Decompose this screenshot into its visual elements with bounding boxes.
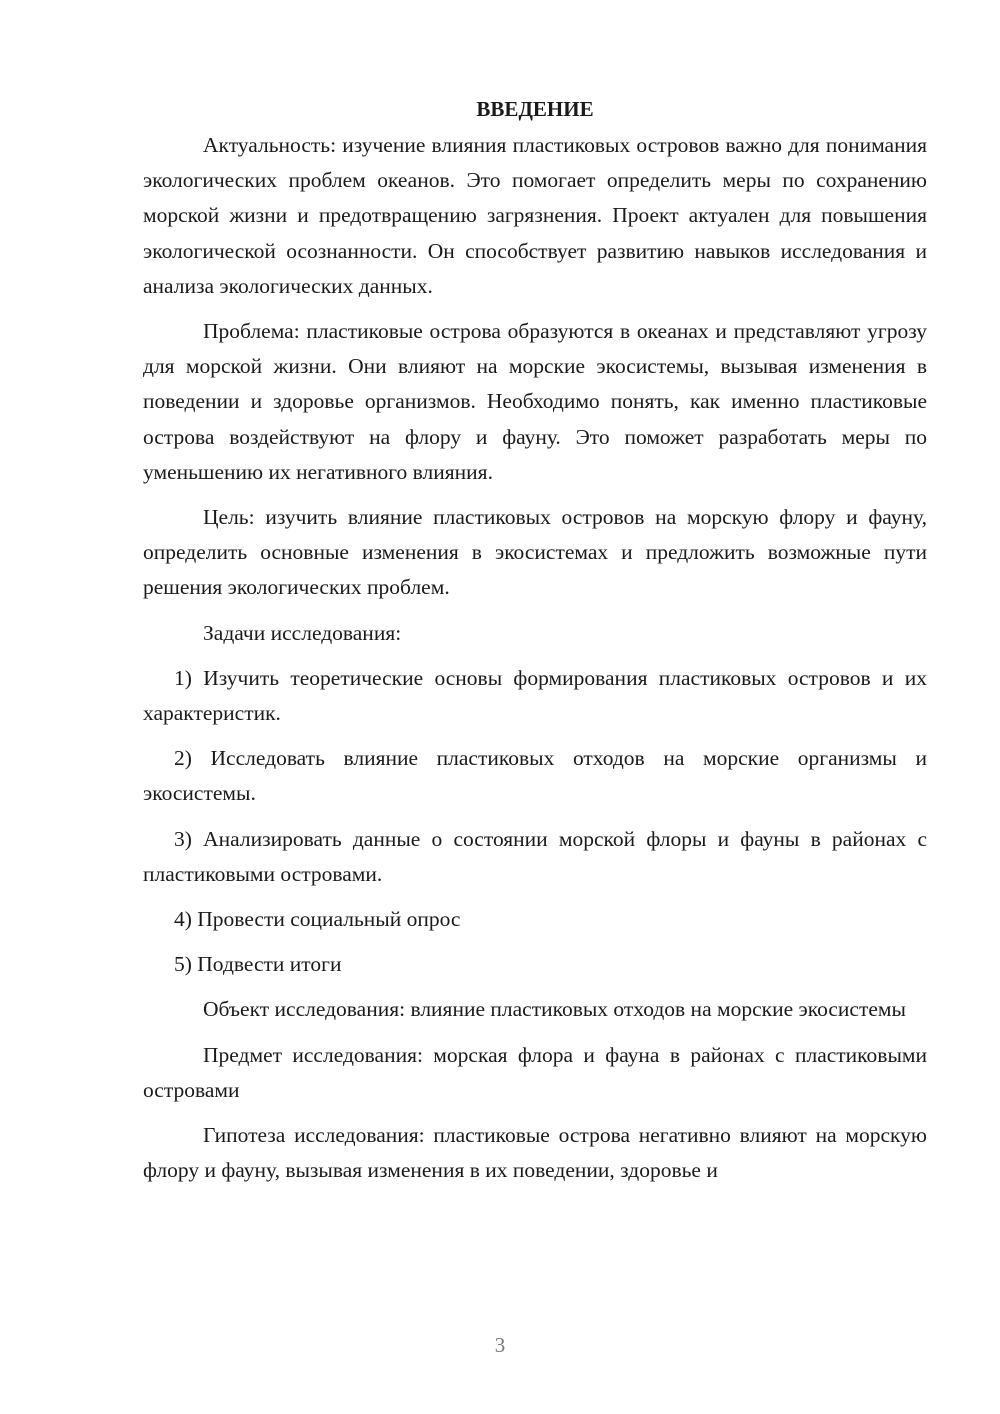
section-title: ВВЕДЕНИЕ — [476, 97, 594, 121]
task-item-1: 1) Изучить теоретические основы формирования пластиковых островов и их характеристик. — [143, 665, 927, 726]
task-item-4: 4) Провести социальный опрос — [174, 907, 461, 932]
paragraph-problem: Проблема: пластиковые острова образуются в океанах и представляют угрозу для морской жизни. Они влияют на морские экосистемы, вызывая изменения в поведении и здоровье организмов. Необходимо понять, как именно пластиковые острова воздействуют на флору и фауну. Это поможет разработать меры по уменьшению их негативного влияния. — [143, 319, 927, 484]
page-number: 3 — [494, 1333, 506, 1357]
task-item-5: 5) Подвести итоги — [174, 952, 342, 977]
paragraph-tasks-heading: Задачи исследования: — [203, 620, 402, 645]
task-item-3: 3) Анализировать данные о состоянии морской флоры и фауны в районах с пластиковыми островами. — [143, 826, 927, 886]
paragraph-goal: Цель: изучить влияние пластиковых островов на морскую флору и фауну, определить основные изменения в экосистемах и предложить возможные пути решения экологических проблем. — [143, 505, 927, 600]
paragraph-subject: Предмет исследования: морская флора и фауна в районах с пластиковыми островами — [143, 1042, 927, 1102]
document-page — [143, 92, 927, 1198]
paragraph-hypothesis: Гипотеза исследования: пластиковые острова негативно влияют на морскую флору и фауну, вызывая изменения в их поведении, здоровье и — [143, 1123, 927, 1183]
paragraph-relevance: Актуальность: изучение влияния пластиковых островов важно для понимания экологических проблем океанов. Это помогает определить меры по сохранению морской жизни и предотвращению загрязнения. Проект актуален для повышения экологической осознанности. Он способствует развитию навыков исследования и анализа экологических данных. — [143, 133, 927, 298]
task-item-2: 2) Исследовать влияние пластиковых отходов на морские организмы и экосистемы. — [143, 746, 927, 806]
paragraph-object: Объект исследования: влияние пластиковых отходов на морские экосистемы — [203, 997, 906, 1022]
